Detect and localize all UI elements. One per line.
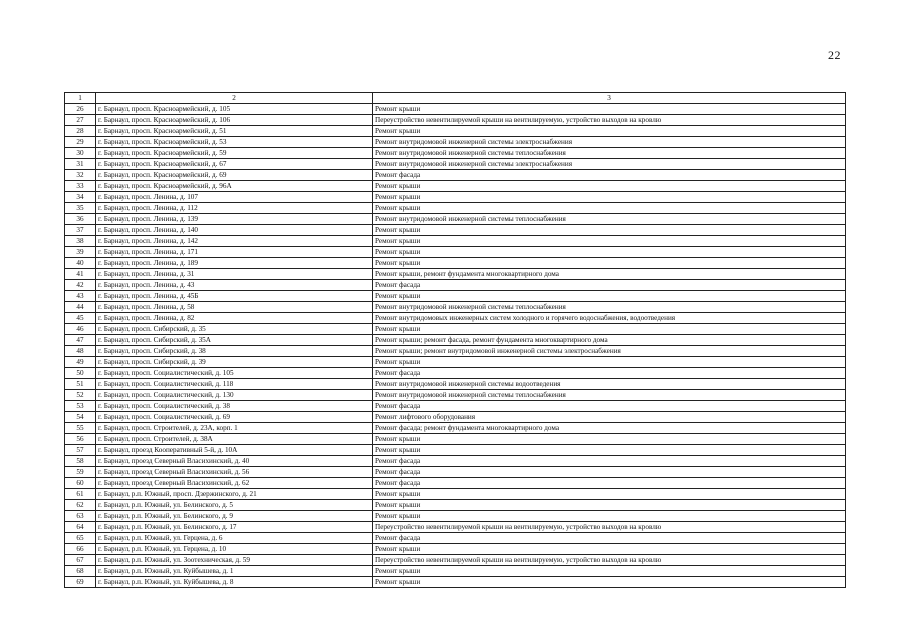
row-work-type: Ремонт внутридомовой инженерной системы теплоснабжения [373, 390, 846, 401]
table-row [65, 489, 846, 500]
row-work-type: Ремонт фасада [373, 533, 846, 544]
table-body [65, 104, 846, 588]
row-address: г. Барнаул, просп. Красноармейский, д. 96А [96, 181, 373, 192]
table-row [65, 115, 846, 126]
row-work-type: Ремонт внутридомовых инженерных систем холодного и горячего водоснабжения, водоотведения [373, 313, 846, 324]
row-number: 28 [65, 126, 96, 137]
row-work-type: Ремонт крыши [373, 544, 846, 555]
row-number: 67 [65, 555, 96, 566]
table-row [65, 247, 846, 258]
row-number: 47 [65, 335, 96, 346]
row-work-type: Ремонт крыши [373, 291, 846, 302]
table-row [65, 467, 846, 478]
table-row [65, 104, 846, 115]
row-address: г. Барнаул, просп. Ленина, д. 58 [96, 302, 373, 313]
row-address: г. Барнаул, просп. Социалистический, д. 69 [96, 412, 373, 423]
row-work-type: Ремонт фасада [373, 467, 846, 478]
row-work-type: Ремонт крыши [373, 357, 846, 368]
row-work-type: Ремонт внутридомовой инженерной системы электроснабжения [373, 159, 846, 170]
row-number: 62 [65, 500, 96, 511]
row-address: г. Барнаул, просп. Ленина, д. 171 [96, 247, 373, 258]
row-address: г. Барнаул, просп. Красноармейский, д. 53 [96, 137, 373, 148]
row-number: 69 [65, 577, 96, 588]
table-row [65, 434, 846, 445]
table-row [65, 291, 846, 302]
row-work-type: Ремонт внутридомовой инженерной системы теплоснабжения [373, 214, 846, 225]
table-row [65, 544, 846, 555]
row-work-type: Ремонт фасада [373, 368, 846, 379]
row-number: 36 [65, 214, 96, 225]
row-work-type: Ремонт крыши [373, 434, 846, 445]
header-row [65, 93, 846, 104]
row-number: 41 [65, 269, 96, 280]
column-header-work-type: 3 [373, 93, 846, 104]
row-address: г. Барнаул, просп. Красноармейский, д. 106 [96, 115, 373, 126]
row-address: г. Барнаул, просп. Ленина, д. 142 [96, 236, 373, 247]
row-number: 55 [65, 423, 96, 434]
row-work-type: Ремонт крыши [373, 511, 846, 522]
row-number: 61 [65, 489, 96, 500]
row-address: г. Барнаул, р.п. Южный, ул. Белинского, д. 17 [96, 522, 373, 533]
row-number: 43 [65, 291, 96, 302]
row-work-type: Ремонт внутридомовой инженерной системы водоотведения [373, 379, 846, 390]
row-number: 31 [65, 159, 96, 170]
table-row [65, 511, 846, 522]
row-address: г. Барнаул, просп. Красноармейский, д. 67 [96, 159, 373, 170]
row-work-type: Ремонт фасада [373, 170, 846, 181]
table-row [65, 335, 846, 346]
table-row [65, 280, 846, 291]
row-number: 58 [65, 456, 96, 467]
table-row [65, 313, 846, 324]
table-row [65, 302, 846, 313]
row-address: г. Барнаул, просп. Ленина, д. 107 [96, 192, 373, 203]
row-address: г. Барнаул, просп. Сибирский, д. 39 [96, 357, 373, 368]
row-work-type: Ремонт крыши [373, 192, 846, 203]
row-work-type: Переустройство невентилируемой крыши на вентилируемую, устройство выходов на кровлю [373, 522, 846, 533]
row-work-type: Ремонт фасада; ремонт фундамента многоквартирного дома [373, 423, 846, 434]
column-header-address: 2 [96, 93, 373, 104]
row-work-type: Ремонт крыши [373, 247, 846, 258]
row-work-type: Ремонт крыши [373, 324, 846, 335]
row-address: г. Барнаул, р.п. Южный, ул. Зоотехническая, д. 59 [96, 555, 373, 566]
row-address: г. Барнаул, просп. Социалистический, д. 130 [96, 390, 373, 401]
table-row [65, 126, 846, 137]
table-row [65, 269, 846, 280]
row-number: 40 [65, 258, 96, 269]
row-address: г. Барнаул, просп. Социалистический, д. 105 [96, 368, 373, 379]
table-row [65, 203, 846, 214]
row-number: 54 [65, 412, 96, 423]
row-address: г. Барнаул, просп. Красноармейский, д. 59 [96, 148, 373, 159]
row-address: г. Барнаул, р.п. Южный, ул. Белинского, д. 9 [96, 511, 373, 522]
table-row [65, 346, 846, 357]
row-work-type: Переустройство невентилируемой крыши на вентилируемую, устройство выходов на кровлю [373, 555, 846, 566]
row-number: 27 [65, 115, 96, 126]
row-number: 39 [65, 247, 96, 258]
row-work-type: Ремонт крыши [373, 566, 846, 577]
row-address: г. Барнаул, просп. Ленина, д. 112 [96, 203, 373, 214]
row-work-type: Ремонт крыши [373, 577, 846, 588]
row-number: 57 [65, 445, 96, 456]
row-number: 35 [65, 203, 96, 214]
table-row [65, 555, 846, 566]
row-number: 32 [65, 170, 96, 181]
row-address: г. Барнаул, р.п. Южный, ул. Белинского, д. 5 [96, 500, 373, 511]
table-row [65, 533, 846, 544]
table-row [65, 137, 846, 148]
row-work-type: Ремонт внутридомовой инженерной системы теплоснабжения [373, 302, 846, 313]
row-work-type: Ремонт крыши [373, 104, 846, 115]
row-work-type: Ремонт крыши [373, 203, 846, 214]
row-number: 34 [65, 192, 96, 203]
table-row [65, 445, 846, 456]
row-address: г. Барнаул, просп. Социалистический, д. 118 [96, 379, 373, 390]
row-number: 51 [65, 379, 96, 390]
row-number: 59 [65, 467, 96, 478]
table-row [65, 192, 846, 203]
row-number: 66 [65, 544, 96, 555]
row-address: г. Барнаул, просп. Ленина, д. 189 [96, 258, 373, 269]
table-row [65, 522, 846, 533]
row-address: г. Барнаул, р.п. Южный, ул. Герцена, д. 10 [96, 544, 373, 555]
row-number: 44 [65, 302, 96, 313]
table-row [65, 401, 846, 412]
row-address: г. Барнаул, проезд Кооперативный 5-й, д. 10А [96, 445, 373, 456]
row-number: 56 [65, 434, 96, 445]
row-address: г. Барнаул, просп. Ленина, д. 43 [96, 280, 373, 291]
row-work-type: Ремонт внутридомовой инженерной системы электроснабжения [373, 137, 846, 148]
row-number: 53 [65, 401, 96, 412]
table-row [65, 368, 846, 379]
row-address: г. Барнаул, р.п. Южный, ул. Куйбышева, д. 1 [96, 566, 373, 577]
row-address: г. Барнаул, проезд Северный Власихинский, д. 56 [96, 467, 373, 478]
row-address: г. Барнаул, просп. Социалистический, д. 38 [96, 401, 373, 412]
column-header-number: 1 [65, 93, 96, 104]
table-row [65, 181, 846, 192]
row-address: г. Барнаул, просп. Ленина, д. 139 [96, 214, 373, 225]
row-address: г. Барнаул, просп. Красноармейский, д. 69 [96, 170, 373, 181]
table-row [65, 423, 846, 434]
row-address: г. Барнаул, просп. Красноармейский, д. 51 [96, 126, 373, 137]
row-work-type: Ремонт фасада [373, 478, 846, 489]
table-row [65, 258, 846, 269]
row-number: 42 [65, 280, 96, 291]
row-address: г. Барнаул, проезд Северный Власихинский, д. 62 [96, 478, 373, 489]
row-work-type: Ремонт фасада [373, 280, 846, 291]
row-work-type: Ремонт внутридомовой инженерной системы теплоснабжения [373, 148, 846, 159]
row-work-type: Ремонт фасада [373, 401, 846, 412]
table-row [65, 148, 846, 159]
table-row [65, 324, 846, 335]
row-work-type: Ремонт фасада [373, 456, 846, 467]
row-work-type: Ремонт крыши [373, 236, 846, 247]
row-number: 33 [65, 181, 96, 192]
row-address: г. Барнаул, просп. Ленина, д. 31 [96, 269, 373, 280]
table-row [65, 577, 846, 588]
row-work-type: Ремонт крыши [373, 500, 846, 511]
table-row [65, 412, 846, 423]
row-work-type: Ремонт крыши; ремонт внутридомовой инженерной системы электроснабжения [373, 346, 846, 357]
table-header [65, 93, 846, 104]
table-row [65, 225, 846, 236]
table-row [65, 566, 846, 577]
row-number: 52 [65, 390, 96, 401]
row-work-type: Ремонт крыши [373, 489, 846, 500]
row-address: г. Барнаул, р.п. Южный, ул. Герцена, д. 6 [96, 533, 373, 544]
table-row [65, 456, 846, 467]
row-address: г. Барнаул, р.п. Южный, просп. Дзержинского, д. 21 [96, 489, 373, 500]
row-number: 26 [65, 104, 96, 115]
row-work-type: Ремонт крыши [373, 225, 846, 236]
row-work-type: Ремонт крыши, ремонт фундамента многоквартирного дома [373, 269, 846, 280]
row-number: 68 [65, 566, 96, 577]
row-work-type: Ремонт крыши; ремонт фасада, ремонт фундамента многоквартирного дома [373, 335, 846, 346]
row-work-type: Ремонт крыши [373, 258, 846, 269]
table-row [65, 159, 846, 170]
table-row [65, 478, 846, 489]
row-address: г. Барнаул, просп. Ленина, д. 82 [96, 313, 373, 324]
row-number: 45 [65, 313, 96, 324]
row-number: 30 [65, 148, 96, 159]
row-number: 46 [65, 324, 96, 335]
table-row [65, 170, 846, 181]
row-work-type: Ремонт крыши [373, 181, 846, 192]
row-work-type: Ремонт крыши [373, 445, 846, 456]
row-number: 38 [65, 236, 96, 247]
row-address: г. Барнаул, р.п. Южный, ул. Куйбышева, д. 8 [96, 577, 373, 588]
row-work-type: Переустройство невентилируемой крыши на вентилируемую, устройство выходов на кровлю [373, 115, 846, 126]
table-row [65, 390, 846, 401]
row-address: г. Барнаул, просп. Красноармейский, д. 105 [96, 104, 373, 115]
page-number: 22 [828, 48, 841, 62]
table-row [65, 214, 846, 225]
row-number: 64 [65, 522, 96, 533]
row-number: 65 [65, 533, 96, 544]
row-address: г. Барнаул, просп. Сибирский, д. 35 [96, 324, 373, 335]
row-address: г. Барнаул, проезд Северный Власихинский, д. 40 [96, 456, 373, 467]
row-number: 60 [65, 478, 96, 489]
table-row [65, 236, 846, 247]
row-work-type: Ремонт лифтового оборудования [373, 412, 846, 423]
table-row [65, 500, 846, 511]
row-address: г. Барнаул, просп. Ленина, д. 140 [96, 225, 373, 236]
row-address: г. Барнаул, просп. Строителей, д. 38А [96, 434, 373, 445]
row-work-type: Ремонт крыши [373, 126, 846, 137]
row-address: г. Барнаул, просп. Сибирский, д. 38 [96, 346, 373, 357]
table-row [65, 379, 846, 390]
row-number: 37 [65, 225, 96, 236]
table-row [65, 357, 846, 368]
row-number: 49 [65, 357, 96, 368]
row-number: 48 [65, 346, 96, 357]
row-address: г. Барнаул, просп. Строителей, д. 23А, корп. 1 [96, 423, 373, 434]
row-number: 29 [65, 137, 96, 148]
row-number: 63 [65, 511, 96, 522]
row-address: г. Барнаул, просп. Ленина, д. 45Б [96, 291, 373, 302]
row-number: 50 [65, 368, 96, 379]
repair-works-table [64, 92, 846, 588]
row-address: г. Барнаул, просп. Сибирский, д. 35А [96, 335, 373, 346]
